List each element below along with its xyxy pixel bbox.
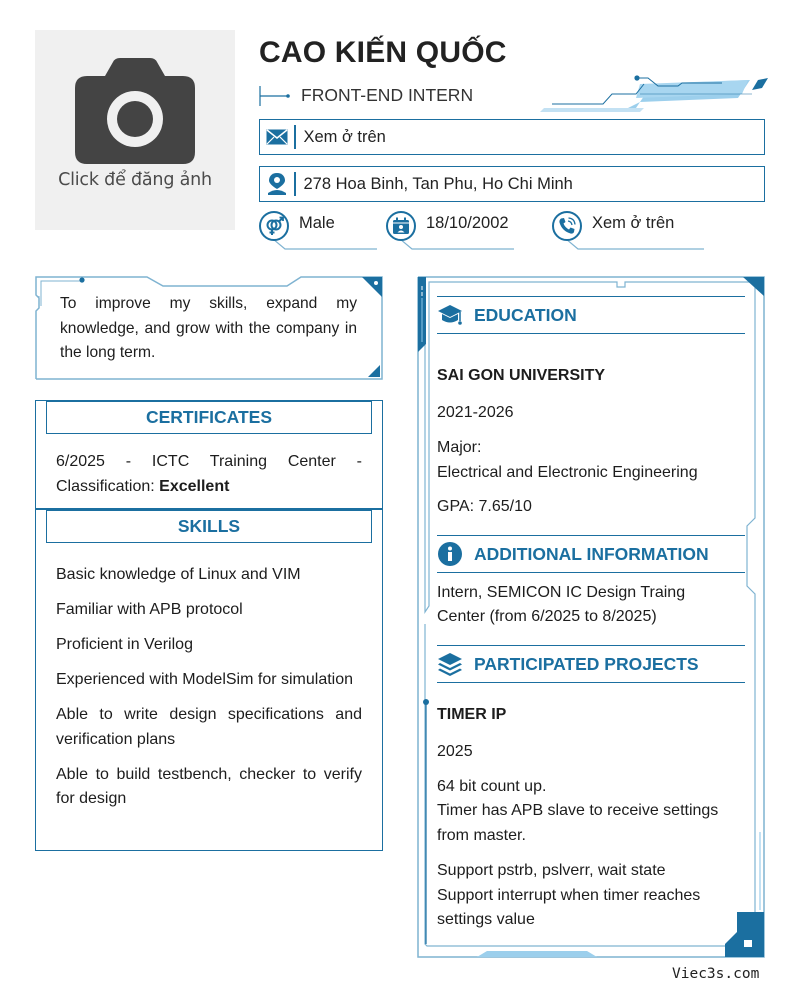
gender-value: Male: [299, 214, 335, 232]
photo-caption: Click để đăng ảnh: [58, 170, 212, 190]
certificates-skills-box: [35, 400, 383, 851]
project-desc-line: from master.: [437, 827, 526, 844]
envelope-icon: [260, 120, 294, 154]
project-desc-line: settings value: [437, 911, 535, 928]
education-heading: [437, 296, 745, 334]
certificate-line: 6/2025 - ICTC Training Center -: [56, 453, 362, 470]
certificate-classification-value: Excellent: [159, 477, 230, 495]
major-label: Major:: [437, 439, 482, 456]
field-separator: [294, 172, 296, 196]
candidate-name: CAO KIẾN QUỐC: [259, 36, 507, 69]
project-desc-line: Support pstrb, pslverr, wait state: [437, 862, 666, 879]
dob-value: 18/10/2002: [426, 214, 509, 232]
project-desc-line: 64 bit count up.: [437, 778, 547, 795]
certificate-classification-label: Classification:: [56, 477, 160, 495]
project-year: 2025: [437, 743, 473, 760]
additional-info-heading: [437, 535, 745, 573]
role-connector-line: [259, 86, 293, 106]
skills-heading: SKILLS: [46, 510, 372, 543]
calendar-icon: [386, 211, 416, 241]
skill-item: Familiar with APB protocol: [56, 601, 243, 618]
skills-list: [56, 563, 362, 822]
skill-item: Able to write design specifications and verification plans: [56, 706, 362, 748]
project-desc-line: Timer has APB slave to receive settings: [437, 802, 719, 819]
additional-info-line: Intern, SEMICON IC Design Traing: [437, 584, 686, 601]
projects-heading: [437, 645, 745, 683]
skill-item: Able to build testbench, checker to verify for design: [56, 765, 362, 807]
map-pin-icon: [260, 167, 294, 201]
gender-icon: [259, 211, 289, 241]
major-value: Electrical and Electronic Engineering: [437, 464, 698, 481]
email-value: Xem ở trên: [303, 127, 386, 146]
watermark: Viec3s.com: [672, 966, 760, 982]
education-years: 2021-2026: [437, 404, 514, 421]
circuit-decoration: [540, 74, 772, 114]
projects-title: PARTICIPATED PROJECTS: [474, 653, 699, 674]
additional-info-line: Center (from 6/2025 to 8/2025): [437, 608, 657, 625]
objective-box: [35, 276, 383, 380]
skill-item: Experienced with ModelSim for simulation: [56, 671, 354, 688]
additional-info-title: ADDITIONAL INFORMATION: [474, 543, 709, 564]
photo-upload[interactable]: [35, 30, 235, 230]
field-separator: [294, 125, 296, 149]
connector-line: [566, 239, 706, 251]
info-icon: [437, 541, 463, 567]
connector-line: [273, 239, 393, 251]
layers-icon: [437, 651, 463, 677]
job-title: FRONT-END INTERN: [301, 85, 474, 105]
certificate-entry: [56, 450, 362, 499]
phone-value: Xem ở trên: [592, 214, 675, 232]
education-projects-box: [417, 276, 765, 958]
gpa: GPA: 7.65/10: [437, 498, 532, 515]
skill-item: Basic knowledge of Linux and VIM: [56, 566, 301, 583]
address-field: [259, 166, 765, 202]
address-value: 278 Hoa Binh, Tan Phu, Ho Chi Minh: [303, 174, 573, 193]
education-title: EDUCATION: [474, 304, 577, 325]
graduation-cap-icon: [437, 302, 463, 328]
skill-item: Proficient in Verilog: [56, 636, 193, 653]
certificates-heading: CERTIFICATES: [46, 401, 372, 434]
phone-icon: [552, 211, 582, 241]
connector-line: [400, 239, 520, 251]
objective-text: To improve my skills, expand my knowledge, and grow with the company in the long term.: [60, 295, 357, 361]
email-field: [259, 119, 765, 155]
project-desc-line: Support interrupt when timer reaches: [437, 887, 701, 904]
camera-icon: [75, 58, 195, 164]
project-name: TIMER IP: [437, 706, 507, 723]
school-name: SAI GON UNIVERSITY: [437, 367, 606, 384]
